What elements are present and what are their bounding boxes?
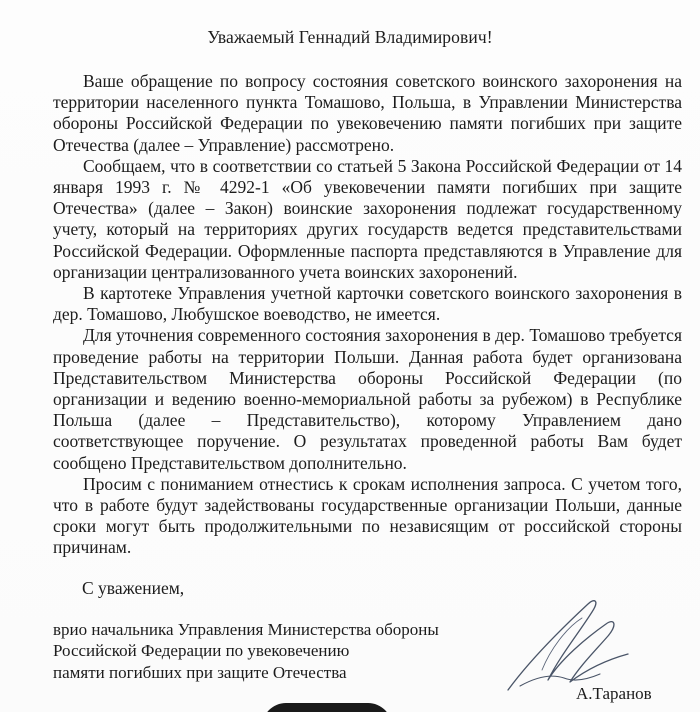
scan-edge-shadow <box>262 703 392 712</box>
paragraph-law: Сообщаем, что в соответствии со статьей 5 Закона Российской Федерации от 14 января 1993 г. № 4292-1 «Об увековечении памяти погибших при защите Отечества» (далее – Закон) воинские захоронения подлежат государственному учету, который на территориях других государств ведется представительствами Российской Федерации. Оформленные паспорта представляются в Управление для организации централизованного учета воинских захоронений. <box>53 155 682 282</box>
paragraph-request-terms: Просим с пониманием отнестись к срокам исполнения запроса. С учетом того, что в работе будут задействованы государственные организации Польши, данные сроки могут быть продолжительными по независящим от российской стороны причинам. <box>53 473 682 558</box>
signer-name: А.Таранов <box>576 684 652 703</box>
signature-block <box>53 619 439 683</box>
signer-title-line: памяти погибших при защите Отечества <box>53 662 347 682</box>
salutation: Уважаемый Геннадий Владимирович! <box>207 27 493 47</box>
letter-body <box>53 71 682 559</box>
paragraph-appeal: Ваше обращение по вопросу состояния советского воинского захоронения на территории населенного пункта Томашово, Польша, в Управлении Министерства обороны Российской Федерации по увековечению памяти погибших при защите Отечества (далее – Управление) рассмотрено. <box>53 71 682 155</box>
closing: С уважением, <box>82 578 185 598</box>
paragraph-verification: Для уточнения современного состояния захоронения в дер. Томашово требуется проведение работы на территории Польши. Данная работа будет организована Представительством Министерства обороны Российской Федерации (по организации и ведению военно-мемориальной работы за рубежом) в Республике Польша (далее – Представительство), которому Управлением дано соответствующее поручение. О результатах проведенной работы Вам будет сообщено Представительством дополнительно. <box>53 325 682 473</box>
signer-title-line: Российской Федерации по увековечению <box>53 641 350 661</box>
signer-title-line: врио начальника Управления Министерства обороны <box>53 620 439 639</box>
paragraph-card-index: В картотеке Управления учетной карточки советского воинского захоронения в дер. Томашово, Любушское воеводство, не имеется. <box>53 283 682 325</box>
